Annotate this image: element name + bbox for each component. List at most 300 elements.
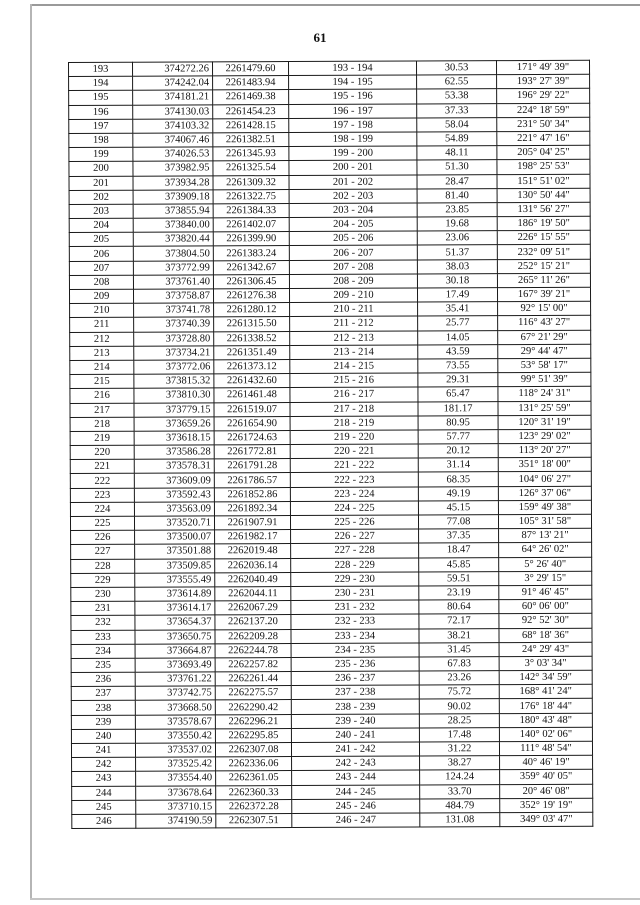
length-cell: 14.05 xyxy=(418,330,498,345)
length-cell: 68.35 xyxy=(418,472,498,487)
y-coordinate-cell: 2261322.75 xyxy=(213,189,289,204)
point-number-cell: 196 xyxy=(69,105,133,119)
segment-cell: 234 - 235 xyxy=(291,643,419,658)
point-number-cell: 201 xyxy=(69,176,133,190)
point-number-cell: 229 xyxy=(71,573,135,587)
point-number-cell: 228 xyxy=(71,559,135,573)
length-cell: 18.47 xyxy=(419,543,499,558)
y-coordinate-cell: 2261892.34 xyxy=(214,501,290,516)
segment-cell: 209 - 210 xyxy=(289,288,417,303)
y-coordinate-cell: 2261791.28 xyxy=(214,459,290,474)
x-coordinate-cell: 373554.40 xyxy=(136,771,216,786)
segment-cell: 235 - 236 xyxy=(291,657,419,672)
y-coordinate-cell: 2262257.82 xyxy=(215,657,291,672)
y-coordinate-cell: 2262209.28 xyxy=(215,629,291,644)
x-coordinate-cell: 373742.75 xyxy=(135,686,215,701)
x-coordinate-cell: 373909.18 xyxy=(133,190,213,205)
x-coordinate-cell: 373740.39 xyxy=(134,317,214,332)
length-cell: 53.38 xyxy=(417,89,497,104)
segment-cell: 221 - 222 xyxy=(290,458,418,473)
segment-cell: 201 - 202 xyxy=(289,174,417,189)
length-cell: 29.31 xyxy=(418,373,498,388)
x-coordinate-cell: 373982.95 xyxy=(133,161,213,176)
y-coordinate-cell: 2261345.93 xyxy=(213,147,289,162)
segment-cell: 228 - 229 xyxy=(291,558,419,573)
point-number-cell: 217 xyxy=(70,403,134,417)
y-coordinate-cell: 2262307.08 xyxy=(215,743,291,758)
point-number-cell: 210 xyxy=(70,303,134,317)
point-number-cell: 243 xyxy=(72,772,136,786)
segment-cell: 193 - 194 xyxy=(289,61,417,76)
x-coordinate-cell: 373779.15 xyxy=(134,402,214,417)
length-cell: 90.02 xyxy=(419,699,499,714)
bearing-angle-cell: 142° 34' 59" xyxy=(499,670,592,685)
segment-cell: 215 - 216 xyxy=(290,373,418,388)
bearing-angle-cell: 226° 15' 55" xyxy=(497,230,590,245)
bearing-angle-cell: 186° 19' 50" xyxy=(497,216,590,231)
length-cell: 38.03 xyxy=(417,259,497,274)
y-coordinate-cell: 2262336.06 xyxy=(216,757,292,772)
y-coordinate-cell: 2262295.85 xyxy=(215,728,291,743)
bearing-angle-cell: 120° 31' 19" xyxy=(498,415,591,430)
length-cell: 51.30 xyxy=(417,160,497,175)
length-cell: 23.06 xyxy=(417,231,497,246)
x-coordinate-cell: 374026.53 xyxy=(133,147,213,162)
bearing-angle-cell: 232° 09' 51" xyxy=(497,245,590,260)
segment-cell: 208 - 209 xyxy=(289,274,417,289)
y-coordinate-cell: 2261461.48 xyxy=(214,388,290,403)
point-number-cell: 233 xyxy=(71,630,135,644)
x-coordinate-cell: 373855.94 xyxy=(133,204,213,219)
point-number-cell: 204 xyxy=(69,218,133,232)
segment-cell: 240 - 241 xyxy=(291,728,419,743)
segment-cell: 238 - 239 xyxy=(291,699,419,714)
x-coordinate-cell: 373728.80 xyxy=(134,331,214,346)
y-coordinate-cell: 2261772.81 xyxy=(214,445,290,460)
bearing-angle-cell: 167° 39' 21" xyxy=(497,287,590,302)
point-number-cell: 227 xyxy=(71,545,135,559)
segment-cell: 219 - 220 xyxy=(290,430,418,445)
y-coordinate-cell: 2262275.57 xyxy=(215,686,291,701)
segment-cell: 223 - 224 xyxy=(290,487,418,502)
segment-cell: 233 - 234 xyxy=(291,628,419,643)
y-coordinate-cell: 2261402.07 xyxy=(213,218,289,233)
x-coordinate-cell: 373501.88 xyxy=(135,544,215,559)
length-cell: 17.48 xyxy=(419,727,499,742)
point-number-cell: 234 xyxy=(71,644,135,658)
length-cell: 48.11 xyxy=(417,146,497,161)
segment-cell: 227 - 228 xyxy=(291,543,419,558)
table-row xyxy=(72,812,593,828)
y-coordinate-cell: 2262067.29 xyxy=(215,601,291,616)
length-cell: 77.08 xyxy=(418,515,498,530)
x-coordinate-cell: 373609.09 xyxy=(134,473,214,488)
segment-cell: 218 - 219 xyxy=(290,416,418,431)
segment-cell: 200 - 201 xyxy=(289,160,417,175)
y-coordinate-cell: 2261907.91 xyxy=(214,516,290,531)
x-coordinate-cell: 373650.75 xyxy=(135,629,215,644)
point-number-cell: 203 xyxy=(69,204,133,218)
point-number-cell: 239 xyxy=(71,715,135,729)
x-coordinate-cell: 373668.50 xyxy=(135,700,215,715)
length-cell: 80.95 xyxy=(418,415,498,430)
bearing-angle-cell: 131° 25' 59" xyxy=(498,401,591,416)
bearing-angle-cell: 116° 43' 27" xyxy=(498,316,591,331)
bearing-angle-cell: 231° 50' 34" xyxy=(497,117,590,132)
length-cell: 484.79 xyxy=(420,798,500,813)
point-number-cell: 242 xyxy=(72,757,136,771)
bearing-angle-cell: 60° 06' 00" xyxy=(499,599,592,614)
length-cell: 38.27 xyxy=(420,756,500,771)
segment-cell: 239 - 240 xyxy=(291,714,419,729)
length-cell: 49.19 xyxy=(418,486,498,501)
y-coordinate-cell: 2261306.45 xyxy=(213,274,289,289)
point-number-cell: 211 xyxy=(70,318,134,332)
length-cell: 19.68 xyxy=(417,217,497,232)
x-coordinate-cell: 373810.30 xyxy=(134,388,214,403)
point-number-cell: 206 xyxy=(69,247,133,261)
segment-cell: 243 - 244 xyxy=(292,770,420,785)
point-number-cell: 240 xyxy=(71,729,135,743)
segment-cell: 214 - 215 xyxy=(290,359,418,374)
y-coordinate-cell: 2261315.50 xyxy=(214,317,290,332)
x-coordinate-cell: 373678.64 xyxy=(136,785,216,800)
segment-cell: 217 - 218 xyxy=(290,401,418,416)
x-coordinate-cell: 373550.42 xyxy=(135,729,215,744)
y-coordinate-cell: 2261373.12 xyxy=(214,359,290,374)
bearing-angle-cell: 359° 40' 05" xyxy=(500,770,593,785)
y-coordinate-cell: 2262307.51 xyxy=(216,813,292,828)
bearing-angle-cell: 180° 43' 48" xyxy=(499,713,592,728)
segment-cell: 245 - 246 xyxy=(292,799,420,814)
bearing-angle-cell: 20° 46' 08" xyxy=(500,784,593,799)
point-number-cell: 220 xyxy=(70,445,134,459)
point-number-cell: 205 xyxy=(69,232,133,246)
x-coordinate-cell: 373741.78 xyxy=(134,303,214,318)
length-cell: 37.33 xyxy=(417,103,497,118)
point-number-cell: 199 xyxy=(69,147,133,161)
y-coordinate-cell: 2262290.42 xyxy=(215,700,291,715)
y-coordinate-cell: 2262040.49 xyxy=(215,572,291,587)
page-number: 61 xyxy=(313,30,327,45)
bearing-angle-cell: 3° 29' 15" xyxy=(499,571,592,586)
segment-cell: 194 - 195 xyxy=(289,75,417,90)
bearing-angle-cell: 104° 06' 27" xyxy=(498,472,591,487)
point-number-cell: 215 xyxy=(70,374,134,388)
length-cell: 31.14 xyxy=(418,458,498,473)
bottom-border-line xyxy=(30,898,640,900)
x-coordinate-cell: 373710.15 xyxy=(136,800,216,815)
x-coordinate-cell: 373934.28 xyxy=(133,175,213,190)
x-coordinate-cell: 373659.26 xyxy=(134,417,214,432)
x-coordinate-cell: 373758.87 xyxy=(133,289,213,304)
x-coordinate-cell: 373761.40 xyxy=(133,275,213,290)
x-coordinate-cell: 373520.71 xyxy=(134,516,214,531)
x-coordinate-cell: 373618.15 xyxy=(134,431,214,446)
top-border-line xyxy=(30,4,640,6)
bearing-angle-cell: 221° 47' 16" xyxy=(497,131,590,146)
length-cell: 54.89 xyxy=(417,132,497,147)
point-number-cell: 209 xyxy=(69,289,133,303)
length-cell: 45.15 xyxy=(418,500,498,515)
segment-cell: 204 - 205 xyxy=(289,217,417,232)
x-coordinate-cell: 374103.32 xyxy=(133,119,213,134)
segment-cell: 195 - 196 xyxy=(289,89,417,104)
bearing-angle-cell: 131° 56' 27" xyxy=(497,202,590,217)
x-coordinate-cell: 373537.02 xyxy=(135,743,215,758)
length-cell: 23.85 xyxy=(417,203,497,218)
point-number-cell: 213 xyxy=(70,346,134,360)
point-number-cell: 236 xyxy=(71,672,135,686)
bearing-angle-cell: 5° 26' 40" xyxy=(499,557,592,572)
segment-cell: 224 - 225 xyxy=(290,501,418,516)
segment-cell: 231 - 232 xyxy=(291,600,419,615)
x-coordinate-cell: 374067.46 xyxy=(133,133,213,148)
segment-cell: 230 - 231 xyxy=(291,586,419,601)
bearing-angle-cell: 205° 04' 25" xyxy=(497,145,590,160)
segment-cell: 220 - 221 xyxy=(290,444,418,459)
x-coordinate-cell: 373578.31 xyxy=(134,459,214,474)
y-coordinate-cell: 2261382.51 xyxy=(213,132,289,147)
length-cell: 23.19 xyxy=(419,586,499,601)
segment-cell: 236 - 237 xyxy=(291,671,419,686)
bearing-angle-cell: 99° 51' 39" xyxy=(498,372,591,387)
x-coordinate-cell: 374130.03 xyxy=(133,104,213,119)
bearing-angle-cell: 126° 37' 06" xyxy=(498,486,591,501)
x-coordinate-cell: 373525.42 xyxy=(136,757,216,772)
y-coordinate-cell: 2262360.33 xyxy=(216,785,292,800)
x-coordinate-cell: 373804.50 xyxy=(133,246,213,261)
x-coordinate-cell: 373563.09 xyxy=(134,502,214,517)
segment-cell: 212 - 213 xyxy=(290,331,418,346)
bearing-angle-cell: 24° 29' 43" xyxy=(499,642,592,657)
segment-cell: 213 - 214 xyxy=(290,345,418,360)
bearing-angle-cell: 3° 03' 34" xyxy=(499,656,592,671)
length-cell: 58.04 xyxy=(417,117,497,132)
y-coordinate-cell: 2261982.17 xyxy=(215,530,291,545)
length-cell: 33.70 xyxy=(420,784,500,799)
length-cell: 45.85 xyxy=(419,557,499,572)
length-cell: 124.24 xyxy=(420,770,500,785)
segment-cell: 197 - 198 xyxy=(289,118,417,133)
y-coordinate-cell: 2262244.78 xyxy=(215,643,291,658)
bearing-angle-cell: 91° 46' 45" xyxy=(499,585,592,600)
point-number-cell: 219 xyxy=(70,431,134,445)
point-number-cell: 197 xyxy=(69,119,133,133)
segment-cell: 232 - 233 xyxy=(291,614,419,629)
point-number-cell: 200 xyxy=(69,162,133,176)
length-cell: 181.17 xyxy=(418,401,498,416)
bearing-angle-cell: 113° 20' 27" xyxy=(498,443,591,458)
y-coordinate-cell: 2261428.15 xyxy=(213,118,289,133)
bearing-angle-cell: 351° 18' 00" xyxy=(498,457,591,472)
y-coordinate-cell: 2261454.23 xyxy=(213,104,289,119)
segment-cell: 241 - 242 xyxy=(291,742,419,757)
y-coordinate-cell: 2262036.14 xyxy=(215,558,291,573)
x-coordinate-cell: 373654.37 xyxy=(135,615,215,630)
point-number-cell: 216 xyxy=(70,389,134,403)
x-coordinate-cell: 373772.06 xyxy=(134,360,214,375)
bearing-angle-cell: 64° 26' 02" xyxy=(499,543,592,558)
bearing-angle-cell: 168° 41' 24" xyxy=(499,684,592,699)
y-coordinate-cell: 2261325.54 xyxy=(213,161,289,176)
point-number-cell: 245 xyxy=(72,800,136,814)
x-coordinate-cell: 374181.21 xyxy=(133,90,213,105)
length-cell: 30.53 xyxy=(416,61,496,76)
coordinates-table xyxy=(68,60,593,829)
y-coordinate-cell: 2262296.21 xyxy=(215,714,291,729)
x-coordinate-cell: 373614.89 xyxy=(135,587,215,602)
point-number-cell: 237 xyxy=(71,686,135,700)
segment-cell: 205 - 206 xyxy=(289,231,417,246)
y-coordinate-cell: 2261483.94 xyxy=(213,76,289,91)
bearing-angle-cell: 123° 29' 02" xyxy=(498,429,591,444)
x-coordinate-cell: 373664.87 xyxy=(135,644,215,659)
y-coordinate-cell: 2261309.32 xyxy=(213,175,289,190)
x-coordinate-cell: 373840.00 xyxy=(133,218,213,233)
length-cell: 62.55 xyxy=(417,75,497,90)
segment-cell: 199 - 200 xyxy=(289,146,417,161)
segment-cell: 222 - 223 xyxy=(290,472,418,487)
y-coordinate-cell: 2261342.67 xyxy=(213,260,289,275)
y-coordinate-cell: 2262361.05 xyxy=(216,771,292,786)
segment-cell: 210 - 211 xyxy=(290,302,418,317)
length-cell: 17.49 xyxy=(417,288,497,303)
point-number-cell: 235 xyxy=(71,658,135,672)
segment-cell: 225 - 226 xyxy=(290,515,418,530)
x-coordinate-cell: 374272.26 xyxy=(133,62,213,77)
point-number-cell: 218 xyxy=(70,417,134,431)
x-coordinate-cell: 373820.44 xyxy=(133,232,213,247)
bearing-angle-cell: 92° 15' 00" xyxy=(498,301,591,316)
y-coordinate-cell: 2261654.90 xyxy=(214,416,290,431)
segment-cell: 246 - 247 xyxy=(292,813,420,828)
y-coordinate-cell: 2261519.07 xyxy=(214,402,290,417)
length-cell: 51.37 xyxy=(417,245,497,260)
x-coordinate-cell: 373772.99 xyxy=(133,260,213,275)
length-cell: 37.35 xyxy=(419,529,499,544)
segment-cell: 206 - 207 xyxy=(289,245,417,260)
length-cell: 65.47 xyxy=(418,387,498,402)
length-cell: 80.64 xyxy=(419,600,499,615)
point-number-cell: 214 xyxy=(70,360,134,374)
segment-cell: 207 - 208 xyxy=(289,260,417,275)
length-cell: 30.18 xyxy=(417,273,497,288)
segment-cell: 203 - 204 xyxy=(289,203,417,218)
length-cell: 81.40 xyxy=(417,188,497,203)
x-coordinate-cell: 373509.85 xyxy=(135,558,215,573)
x-coordinate-cell: 374190.59 xyxy=(136,814,216,829)
point-number-cell: 231 xyxy=(71,601,135,615)
bearing-angle-cell: 193° 27' 39" xyxy=(497,74,590,89)
bearing-angle-cell: 87° 13' 21" xyxy=(499,528,592,543)
length-cell: 20.12 xyxy=(418,444,498,459)
segment-cell: 229 - 230 xyxy=(291,572,419,587)
bearing-angle-cell: 151° 51' 02" xyxy=(497,174,590,189)
length-cell: 28.25 xyxy=(419,713,499,728)
segment-cell: 196 - 197 xyxy=(289,104,417,119)
x-coordinate-cell: 374242.04 xyxy=(133,76,213,91)
point-number-cell: 212 xyxy=(70,332,134,346)
bearing-angle-cell: 118° 24' 31" xyxy=(498,387,591,402)
x-coordinate-cell: 373761.22 xyxy=(135,672,215,687)
length-cell: 75.72 xyxy=(419,685,499,700)
bearing-angle-cell: 198° 25' 53" xyxy=(497,160,590,175)
bearing-angle-cell: 352° 19' 19" xyxy=(500,798,593,813)
length-cell: 35.41 xyxy=(418,302,498,317)
x-coordinate-cell: 373693.49 xyxy=(135,658,215,673)
length-cell: 25.77 xyxy=(418,316,498,331)
length-cell: 43.59 xyxy=(418,344,498,359)
x-coordinate-cell: 373592.43 xyxy=(134,487,214,502)
x-coordinate-cell: 373500.07 xyxy=(135,530,215,545)
point-number-cell: 198 xyxy=(69,133,133,147)
point-number-cell: 193 xyxy=(69,62,133,76)
bearing-angle-cell: 171° 49' 39" xyxy=(496,60,589,75)
x-coordinate-cell: 373815.32 xyxy=(134,374,214,389)
point-number-cell: 230 xyxy=(71,587,135,601)
point-number-cell: 195 xyxy=(69,91,133,105)
bearing-angle-cell: 105° 31' 58" xyxy=(498,514,591,529)
y-coordinate-cell: 2261280.12 xyxy=(214,303,290,318)
length-cell: 72.17 xyxy=(419,614,499,629)
point-number-cell: 221 xyxy=(70,459,134,473)
length-cell: 59.51 xyxy=(419,571,499,586)
point-number-cell: 222 xyxy=(70,474,134,488)
point-number-cell: 226 xyxy=(71,530,135,544)
y-coordinate-cell: 2261786.57 xyxy=(214,473,290,488)
bearing-angle-cell: 92° 52' 30" xyxy=(499,614,592,629)
bearing-angle-cell: 67° 21' 29" xyxy=(498,330,591,345)
length-cell: 38.21 xyxy=(419,628,499,643)
y-coordinate-cell: 2262261.44 xyxy=(215,672,291,687)
y-coordinate-cell: 2261383.24 xyxy=(213,246,289,261)
length-cell: 31.22 xyxy=(419,742,499,757)
point-number-cell: 238 xyxy=(71,701,135,715)
bearing-angle-cell: 29° 44' 47" xyxy=(498,344,591,359)
x-coordinate-cell: 373555.49 xyxy=(135,573,215,588)
x-coordinate-cell: 373734.21 xyxy=(134,346,214,361)
point-number-cell: 224 xyxy=(70,502,134,516)
y-coordinate-cell: 2261724.63 xyxy=(214,430,290,445)
segment-cell: 242 - 243 xyxy=(292,756,420,771)
y-coordinate-cell: 2261384.33 xyxy=(213,203,289,218)
bearing-angle-cell: 176° 18' 44" xyxy=(499,699,592,714)
y-coordinate-cell: 2262044.11 xyxy=(215,586,291,601)
point-number-cell: 202 xyxy=(69,190,133,204)
bearing-angle-cell: 53° 58' 17" xyxy=(498,358,591,373)
point-number-cell: 194 xyxy=(69,76,133,90)
y-coordinate-cell: 2262372.28 xyxy=(216,799,292,814)
bearing-angle-cell: 349° 03' 47" xyxy=(500,812,593,827)
y-coordinate-cell: 2261338.52 xyxy=(214,331,290,346)
point-number-cell: 232 xyxy=(71,616,135,630)
length-cell: 73.55 xyxy=(418,359,498,374)
left-border-line xyxy=(30,4,32,899)
length-cell: 131.08 xyxy=(420,813,500,828)
length-cell: 67.83 xyxy=(419,656,499,671)
point-number-cell: 223 xyxy=(70,488,134,502)
bearing-angle-cell: 111° 48' 54" xyxy=(499,741,592,756)
y-coordinate-cell: 2262019.48 xyxy=(215,544,291,559)
segment-cell: 216 - 217 xyxy=(290,387,418,402)
y-coordinate-cell: 2261276.38 xyxy=(213,289,289,304)
y-coordinate-cell: 2261432.60 xyxy=(214,374,290,389)
length-cell: 28.47 xyxy=(417,174,497,189)
x-coordinate-cell: 373586.28 xyxy=(134,445,214,460)
point-number-cell: 225 xyxy=(70,516,134,530)
y-coordinate-cell: 2261852.86 xyxy=(214,487,290,502)
